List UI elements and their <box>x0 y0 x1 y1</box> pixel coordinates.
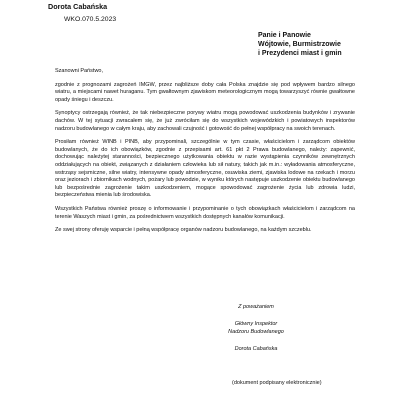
signer-title: Nadzoru Budowlanego <box>228 329 284 335</box>
reference-number: WKO.070.5.2023 <box>64 16 117 23</box>
signer-name: Dorota Cabańska <box>234 346 278 352</box>
recipient-line: Wójtowie, Burmistrzowie <box>258 41 341 48</box>
closing: Z poważaniem <box>238 304 274 310</box>
body-paragraph: Prosiłam również WINB i PINB, aby przypominali, szczególnie w tym czasie, właścicielom i zarządcom obiektów budowlanych, że do ich obowiązków, zgodnie z przepisami art. 61 pkt 2 Prawa budowlanego, należy: zapewnić, dochowując należytej staranności, bezpiecznego użytkowania obiektu w razie wystąpienia czynników zewnętrznych oddziałujących na obiekt, związanych z działaniem człowieka lub sił natury, takich jak m.in.: wyładowania atmosferyczne, wstrząsy sejsmiczne, silne wiatry, intensywne opady atmosferyczne, osuwiska ziemi, zjawiska lodowe na rzekach i morzu oraz jeziorach i zbiornikach wodnych, pożary lub powodzie, w wyniku których następuje uszkodzenie obiektu budowlanego lub bezpośrednie zagrożenie takim uszkodzeniem, mogące spowodować zagrożenie życia lub zdrowia ludzi, bezpieczeństwa mienia lub środowiska. <box>55 139 355 199</box>
signer-title: Główny Inspektor <box>234 321 278 327</box>
recipient-block <box>258 31 398 58</box>
signature-spacer <box>196 336 316 345</box>
body-paragraph: Ze swej strony oferuję wsparcie i pełną współpracę organów nadzoru budowlanego, na każdym szczeblu. <box>55 227 312 234</box>
recipient-line: Panie i Panowie <box>258 32 311 39</box>
body-paragraph: Synoptycy ostrzegają również, że tak niebezpieczne porywy wiatru mogą powodować uszkodzenia budynków i zrywanie dachów. W tej sytuacji zwracałem się, że już zwróciłam się do wszystkich wojewódzkich i powiatowych inspektorów nadzoru budowlanego w całym kraju, aby zachowali czujność i gotowość do pełnej współpracy na swoich terenach. <box>55 110 355 132</box>
signature-block <box>196 303 316 353</box>
letter-body <box>55 68 355 241</box>
electronic-signature-note: (dokument podpisany elektronicznie) <box>232 380 322 386</box>
body-paragraph: Wszystkich Państwa również proszę o informowanie i przypominanie o tych obowiązkach właścicielom i zarządcom na terenie Waszych miast i gmin, za pośrednictwem wszystkich dostępnych kanałów komunikacji. <box>55 205 355 220</box>
sender-name: Dorota Cabańska <box>48 2 108 11</box>
greeting: Szanowni Państwo, <box>55 68 103 74</box>
signature-spacer <box>196 311 316 320</box>
body-paragraph: zgodnie z prognozami zagrożeń IMGW, przez najbliższe doby cała Polska znajdzie się pod wpływem bardzo silnego wiatru, a miejscami nawet huraganu. Tym gwałtownym zjawiskom meteorologicznym mogą towarzyszyć równie gwałtowne opady śniegu i deszczu. <box>55 81 355 103</box>
recipient-line: i Prezydenci miast i gmin <box>258 50 342 57</box>
